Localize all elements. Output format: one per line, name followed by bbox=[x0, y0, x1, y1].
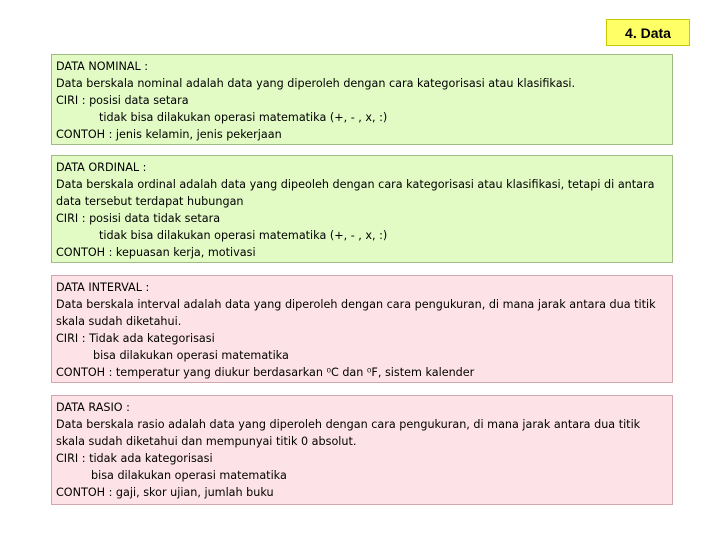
box-ciri: CIRI : posisi data setara bbox=[56, 94, 189, 107]
box-heading: DATA INTERVAL : bbox=[56, 281, 150, 294]
box-definition: Data berskala interval adalah data yang diperoleh dengan cara pengukuran, di mana jarak antara dua titik bbox=[56, 298, 656, 311]
box-heading: DATA NOMINAL : bbox=[56, 60, 149, 73]
box-definition: Data berskala nominal adalah data yang diperoleh dengan cara kategorisasi atau klasifikasi. bbox=[56, 77, 576, 90]
box-ciri: CIRI : posisi data tidak setara bbox=[56, 212, 221, 225]
box-ciri-detail: tidak bisa dilakukan operasi matematika (+, - , x, :) bbox=[99, 229, 388, 242]
box-heading: DATA ORDINAL : bbox=[56, 161, 147, 174]
box-contoh: CONTOH : kepuasan kerja, motivasi bbox=[56, 246, 256, 259]
box-ciri-detail: bisa dilakukan operasi matematika bbox=[91, 469, 287, 482]
box-contoh: CONTOH : jenis kelamin, jenis pekerjaan bbox=[56, 128, 282, 141]
box-definition: Data berskala ordinal adalah data yang dipeoleh dengan cara kategorisasi atau klasifikasi, tetapi di antara bbox=[56, 178, 655, 191]
box-definition-cont: data tersebut terdapat hubungan bbox=[56, 195, 244, 208]
page-title: 4. Data bbox=[606, 19, 690, 46]
box-ciri: CIRI : Tidak ada kategorisasi bbox=[56, 332, 215, 345]
box-data-nominal bbox=[51, 54, 673, 145]
box-heading: DATA RASIO : bbox=[56, 401, 130, 414]
box-definition: Data berskala rasio adalah data yang diperoleh dengan cara pengukuran, di mana jarak antara dua titik bbox=[56, 418, 641, 431]
box-data-ordinal bbox=[51, 155, 673, 263]
box-ciri-detail: tidak bisa dilakukan operasi matematika (+, - , x, :) bbox=[99, 111, 388, 124]
box-data-rasio bbox=[51, 395, 673, 505]
box-data-interval bbox=[51, 275, 673, 383]
box-definition-cont: skala sudah diketahui. bbox=[56, 315, 182, 328]
box-contoh: CONTOH : gaji, skor ujian, jumlah buku bbox=[56, 486, 274, 499]
box-contoh: CONTOH : temperatur yang diukur berdasarkan ⁰C dan ⁰F, sistem kalender bbox=[56, 366, 475, 379]
box-ciri-detail: bisa dilakukan operasi matematika bbox=[93, 349, 289, 362]
box-ciri: CIRI : tidak ada kategorisasi bbox=[56, 452, 213, 465]
box-definition-cont: skala sudah diketahui dan mempunyai titik 0 absolut. bbox=[56, 435, 357, 448]
